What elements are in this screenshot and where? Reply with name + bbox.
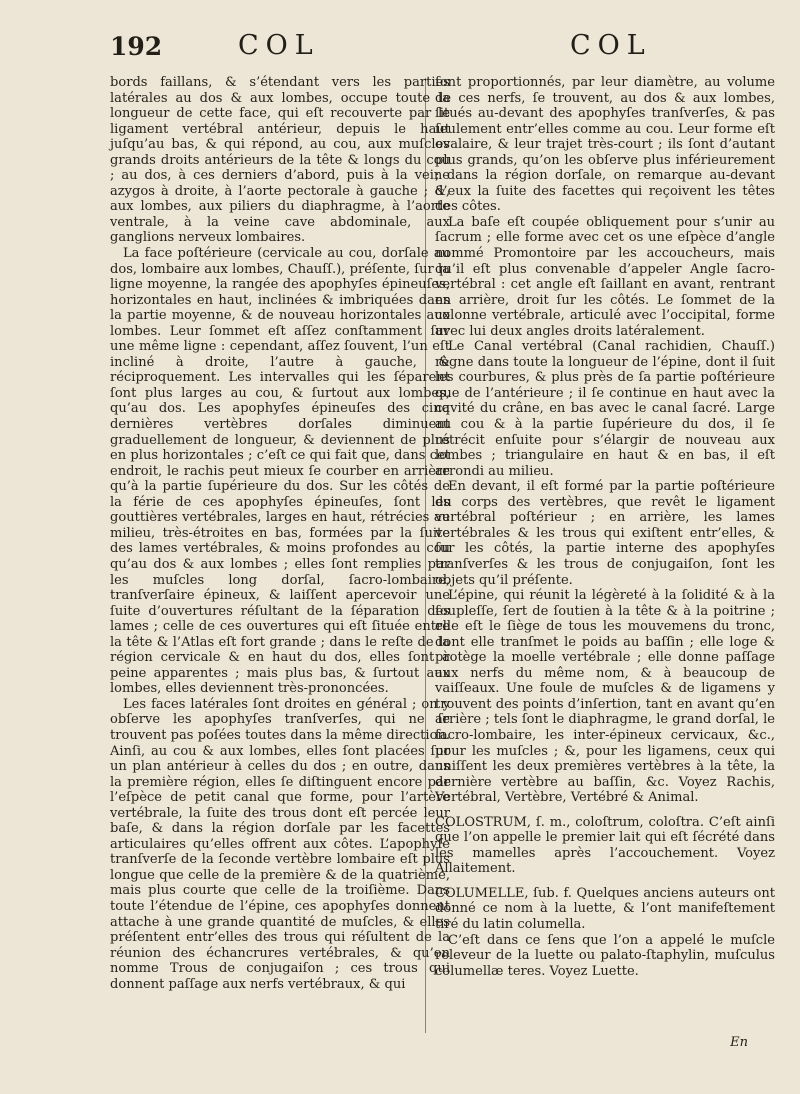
dictionary-entry-columelle: COLUMELLE, ſub. f. Quelques anciens auteurs ont donné ce nom à la luette, & l’ont manifeſtement tiré du latin columella. xyxy=(435,885,775,932)
paragraph: En devant, il eſt formé par la partie poſtérieure du corps des vertèbres, que revêt le ligament vertébral poſtérieur ; en arrière, les lames vertébrales & les trous qui exiſtent entr’elles, & ſur les côtés, la partie interne des apophyſes tranſverſes & les trous de conjugaiſon, ſont les objets qu’il préſente. xyxy=(435,479,775,588)
paragraph: bords faillans, & s’étendant vers les parties latérales au dos & aux lombes, occupe toute la longueur de cette face, qui eſt recouverte par le ligament vertébral antérieur, depuis le haut juſqu’au bas, & qui répond, au cou, aux muſcles grands droits antérieurs de la tête & longs du cou ; au dos, à ces derniers d’abord, puis à la veine azygos à droite, à l’aorte pectorale à gauche ; &, aux lombes, aux piliers du diaphragme, à l’aorte ventrale, à la veine cave abdominale, aux ganglions nerveux lombaires. xyxy=(110,75,450,246)
paragraph: La baſe eſt coupée obliquement pour s’unir au ſacrum ; elle forme avec cet os une eſpèce d’angle nommé Promontoire par les accoucheurs, mais qu’il eſt plus convenable d’appeler Angle ſacro-vertébral : cet angle eſt ſaillant en avant, rentrant en arrière, droit ſur les côtés. Le ſommet de la colonne vertébrale, articulé avec l’occipital, forme avec lui deux angles droits latéralement. xyxy=(435,214,775,339)
paragraph: L’épine, qui réunit la légèreté à la ſolidité & à la ſoupleſſe, ſert de ſoutien à la tête & à la poitrine ; elle eſt le ſiège de tous les mouvemens du tronc, dont elle tranſmet le poids au baſſin ; elle loge & protège la moelle vertébrale ; elle donne paſſage aux nerfs du même nom, & à beaucoup de vaiſſeaux. Une foule de muſcles & de ligamens y trouvent des points d’inſertion, tant en avant qu’en arrière ; tels ſont le diaphragme, le grand dorſal, le ſacro-lombaire, les inter-épineux cervicaux, &c., pour les muſcles ; &, pour les ligamens, ceux qui uniſſent les deux premières vertèbres à la tête, la dernière vertèbre au baſſin, &c. Voyez Rachis, Vertébral, Vertèbre, Vertébré & Animal. xyxy=(435,588,775,806)
running-head-left: COL xyxy=(238,30,320,61)
catchword: En xyxy=(730,1035,748,1050)
running-head-right: COL xyxy=(570,30,652,61)
paragraph: C’eſt dans ce ſens que l’on a appelé le muſcle releveur de la luette ou palato-ſtaphylin, muſculus columellæ teres. Voyez Luette. xyxy=(435,932,775,979)
page-header xyxy=(0,26,800,66)
right-column xyxy=(435,75,775,979)
left-column xyxy=(110,75,450,992)
paragraph: Les faces latérales ſont droites en général ; on y obſerve les apophyſes tranſverſes, qui ne ſe trouvent pas poſées toutes dans la même direction. Ainſi, au cou & aux lombes, elles ſont placées ſur un plan antérieur à celles du dos ; en outre, dans la première région, elles ſe diſtinguent encore par l’eſpèce de petit canal que forme, pour l’artère vertébrale, la ſuite des trous dont eſt percée leur baſe, & dans la région dorſale par les facettes articulaires qu’elles offrent aux côtes. L’apophyſe tranſverſe de la ſeconde vertèbre lombaire eſt plus longue que celle de la première & de la quatrième, mais plus courte que celle de la troiſième. Dans toute l’étendue de l’épine, ces apophyſes donnent attache à une grande quantité de muſcles, & elles préſentent entr’elles des trous qui réſultent de la réunion des échancrures vertébrales, & qu’on nomme Trous de conjugaiſon ; ces trous qui donnent paſſage aux nerfs vertébraux, & qui xyxy=(110,696,450,992)
paragraph: La face poſtérieure (cervicale au cou, dorſale au dos, lombaire aux lombes, Chauſſ.), préſente, ſur la ligne moyenne, la rangée des apophyſes épineuſes, horizontales en haut, inclinées & imbriquées dans la partie moyenne, & de nouveau horizontales aux lombes. Leur ſommet eſt aſſez conſtamment ſur une même ligne : cependant, aſſez ſouvent, l’un eſt incliné à droite, l’autre à gauche, & réciproquement. Les intervalles qui les ſéparent ſont plus larges au cou, & ſurtout aux lombes, qu’au dos. Les apophyſes épineuſes des cinq dernières vertèbres dorſales diminuent graduellement de longueur, & deviennent de plus en plus horizontales ; c’eſt ce qui fait que, dans cet endroit, le rachis peut mieux ſe courber en arrière qu’à la partie ſupérieure du dos. Sur les côtés de la férie de ces apophyſes épineuſes, ſont les gouttières vertébrales, larges en haut, rétrécies au milieu, très-étroites en bas, formées par la ſuite des lames vertébrales, & moins profondes au cou qu’au dos & aux lombes ; elles ſont remplies par les muſcles long dorſal, ſacro-lombaire, tranſverſaire épineux, & laiſſent apercevoir une ſuite d’ouvertures réſultant de la ſéparation des lames ; celle de ces ouvertures qui eſt ſituée entre la tête & l’Atlas eſt fort grande ; dans le reſte de la région cervicale & en haut du dos, elles ſont à peine apparentes ; mais plus bas, & ſurtout aux lombes, elles deviennent très-prononcées. xyxy=(110,246,450,697)
paragraph: ſont proportionnés, par leur diamètre, au volume de ces nerfs, ſe trouvent, au dos & aux lombes, ſitués au-devant des apophyſes tranſverſes, & pas ſeulement entr’elles comme au cou. Leur forme eſt ovalaire, & leur trajet très-court ; ils ſont d’autant plus grands, qu’on les obſerve plus inférieurement ; dans la région dorſale, on remarque au-devant d’eux la ſuite des facettes qui reçoivent les têtes des côtes. xyxy=(435,75,775,215)
paragraph: Le Canal vertébral (Canal rachidien, Chauſſ.) règne dans toute la longueur de l’épine, dont il ſuit les courbures, & plus près de ſa partie poſtérieure que de l’antérieure ; il ſe continue en haut avec la cavité du crâne, en bas avec le canal ſacré. Large au cou & à la partie ſupérieure du dos, il ſe rétrécit enſuite pour s’élargir de nouveau aux lombes ; triangulaire en haut & en bas, il eſt arrondi au milieu. xyxy=(435,339,775,479)
dictionary-entry-colostrum: COLOSTRUM, ſ. m., coloſtrum, coloſtra. C’eſt ainſi que l’on appelle le premier lait qui eſt ſécrété dans les mamelles après l’accouchement. Voyez Allaitement. xyxy=(435,814,775,877)
page-number: 192 xyxy=(110,32,163,61)
